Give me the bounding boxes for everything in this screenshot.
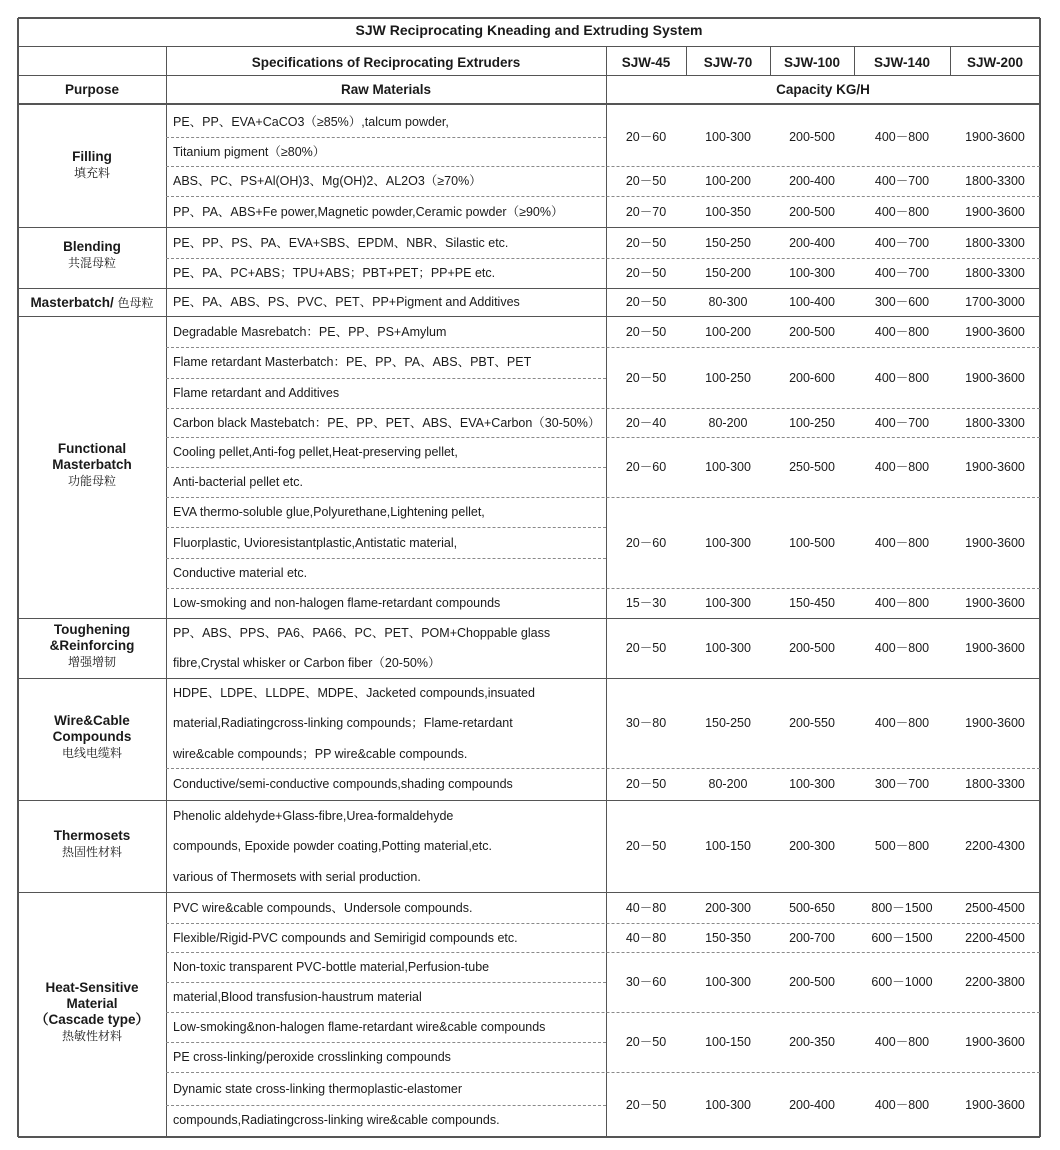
capacity-value: 200-500 [789,975,835,989]
capacity-value: 1800-3300 [965,235,1025,250]
capacity-value: 100-250 [705,370,751,385]
purpose-name: Thermosets [53,827,131,843]
capacity-value: 100-200 [705,174,751,188]
purpose-name-cn: 填充料 [73,166,110,180]
capacity-value: 200-500 [789,641,835,655]
capacity-value: 200-400 [789,1097,835,1112]
capacity-value: 150-250 [705,716,751,730]
capacity-value: 100-500 [789,535,835,550]
capacity-value: 2200-4500 [965,930,1025,945]
capacity-value: 40－80 [625,930,667,945]
purpose-name: Heat-Sensitive Material （Cascade type） [34,980,150,1027]
raw-material-text: fibre,Crystal whisker or Carbon fiber（20-50%） [173,656,441,671]
capacity-value: 20－50 [625,1097,667,1112]
capacity-value: 200-400 [789,174,835,188]
row-divider [166,408,1040,409]
capacity-value: 20－50 [625,266,667,280]
capacity-value: 20－40 [625,415,667,430]
capacity-value: 400－800 [874,596,930,610]
raw-material-text: Cooling pellet,Anti-fog pellet,Heat-preserving pellet, [173,444,458,459]
raw-material-text: Flame retardant and Additives [173,385,340,400]
line-divider [166,467,606,468]
capacity-value: 100-300 [705,596,751,610]
purpose-name-cn: 热敏性材料 [61,1029,122,1043]
raw-material-text: Conductive material etc. [173,566,308,580]
capacity-value: 1800-3300 [965,777,1025,791]
line-divider [166,137,606,138]
capacity-value: 100-300 [705,975,751,989]
raw-material-text: PE、PA、PC+ABS；TPU+ABS；PBT+PET；PP+PE etc. [173,266,496,280]
capacity-value: 100-350 [705,204,751,219]
raw-material-text: Non-toxic transparent PVC-bottle material,Perfusion-tube [173,959,490,974]
row-divider [166,1012,1040,1013]
capacity-value: 400－800 [874,1035,930,1049]
model-column-border [854,46,855,75]
row-divider [166,1072,1040,1073]
row-divider [166,347,1040,348]
purpose-name: Masterbatch/ [30,295,114,310]
model-column-border [770,46,771,75]
raw-material-text: material,Radiatingcross-linking compounds；Flame-retardant [173,716,513,730]
raw-material-text: EVA thermo-soluble glue,Polyurethane,Lightening pellet, [173,505,485,519]
raw-material-text: PP、PA、ABS+Fe power,Magnetic powder,Ceramic powder（≥90%） [173,204,564,219]
purpose-cell [18,239,166,271]
group-divider [18,800,1040,801]
capacity-value: 80-300 [708,295,748,309]
capacity-value: 15－30 [625,596,667,610]
row-divider [166,952,1040,953]
table-top-border [18,17,1040,18]
capacity-value: 150-350 [705,930,751,945]
row-divider [166,196,1040,197]
purpose-name: Functional Masterbatch [52,440,132,472]
header-bottom-border [18,103,1040,104]
capacity-value: 1900-3600 [965,324,1025,339]
capacity-value: 400－800 [874,641,930,655]
raw-material-text: Anti-bacterial pellet etc. [173,475,303,490]
model-column-border [950,46,951,75]
purpose-cell [18,713,166,761]
capacity-value: 20－60 [625,460,667,474]
capacity-value: 100-200 [705,324,751,339]
group-divider [18,288,1040,289]
capacity-value: 200-500 [789,324,835,339]
raw-material-text: Carbon black Mastebatch：PE、PP、PET、ABS、EVA+Carbon（30-50%） [173,415,601,430]
capacity-value: 150-200 [705,266,751,280]
capacity-value: 20－50 [625,174,667,188]
capacity-value: 400－700 [874,266,930,280]
table-left-border [17,18,18,1137]
capacity-value: 200-550 [789,716,835,730]
raw-material-text: Flexible/Rigid-PVC compounds and Semirigid compounds etc. [173,930,518,945]
purpose-cell [18,980,166,1044]
purpose-name-cn: 功能母粒 [67,473,116,488]
row-divider [166,166,1040,167]
capacity-value: 800－1500 [871,900,933,915]
capacity-value: 200-300 [705,900,751,915]
capacity-value: 20－50 [625,324,667,339]
capacity-value: 400－700 [874,415,930,430]
capacity-value: 20－60 [625,130,667,144]
model-header-sjw-100: SJW-100 [783,55,840,70]
spec-label-border [166,46,167,75]
purpose-name-cn: 热固性材料 [61,844,122,859]
group-divider [18,892,1040,893]
capacity-value: 200-500 [789,204,835,219]
row-divider [166,588,1040,589]
capacity-value: 100-250 [789,415,835,430]
capacity-value: 100-300 [705,535,751,550]
raw-materials-header: Raw Materials [340,82,432,97]
purpose-column-border [166,75,167,1137]
line-divider [166,558,606,559]
capacity-value: 80-200 [708,415,748,430]
spec-header-label: Specifications of Reciprocating Extruders [251,55,521,70]
group-divider [18,618,1040,619]
capacity-value: 2200-3800 [965,975,1025,989]
raw-material-text: Phenolic aldehyde+Glass-fibre,Urea-formaldehyde [173,808,454,823]
raw-material-text: wire&cable compounds；PP wire&cable compounds. [173,746,468,761]
raw-material-text: various of Thermosets with serial production. [173,869,421,884]
capacity-value: 400－800 [874,204,930,219]
capacity-value: 1800-3300 [965,174,1025,188]
purpose-cell [18,828,166,860]
raw-material-text: HDPE、LDPE、LLDPE、MDPE、Jacketed compounds,insuated [173,685,535,700]
capacity-value: 1800-3300 [965,415,1025,430]
row-divider [166,437,1040,438]
raw-material-text: Low-smoking&non-halogen flame-retardant wire&cable compounds [173,1019,546,1034]
raw-material-text: ABS、PC、PS+Al(OH)3、Mg(OH)2、AL2O3（≥70%） [173,174,482,188]
line-divider [166,1042,606,1043]
capacity-value: 1900-3600 [965,460,1025,474]
capacity-value: 1900-3600 [965,641,1025,655]
capacity-value: 100-300 [705,641,751,655]
raw-material-text: PE cross-linking/peroxide crosslinking compounds [173,1050,451,1065]
capacity-value: 20－50 [625,641,667,655]
line-divider [166,527,606,528]
capacity-value: 1900-3600 [965,535,1025,550]
model-header-sjw-200: SJW-200 [966,55,1023,70]
capacity-value: 20－60 [625,535,667,550]
capacity-value: 2200-4300 [965,839,1025,853]
capacity-value: 1900-3600 [965,1035,1025,1049]
group-divider [18,227,1040,228]
row-divider [166,258,1040,259]
capacity-value: 500-650 [789,900,835,915]
row-divider [166,497,1040,498]
capacity-value: 200-700 [789,930,835,945]
capacity-value: 400－800 [874,324,930,339]
title-divider [18,46,1040,47]
purpose-name-cn: 电线电缆料 [61,745,122,760]
capacity-value: 200-350 [789,1035,835,1049]
capacity-value: 1800-3300 [965,266,1025,280]
capacity-value: 150-250 [705,235,751,250]
line-divider [166,378,606,379]
capacity-value: 500－800 [874,839,930,853]
raw-material-text: Low-smoking and non-halogen flame-retardant compounds [173,596,501,610]
capacity-value: 20－70 [625,204,667,219]
header-divider [18,75,1040,76]
purpose-name-cn: 色母粒 [113,296,154,310]
capacity-value: 100-300 [789,777,835,791]
capacity-value: 1900-3600 [965,130,1025,144]
purpose-name: Blending [63,239,121,254]
line-divider [166,982,606,983]
purpose-masterbatch [18,294,166,312]
capacity-value: 100-150 [705,839,751,853]
raw-material-text: Flame retardant Masterbatch：PE、PP、PA、ABS、PBT、PET [173,355,532,370]
raw-material-text: Fluorplastic, Uvioresistantplastic,Antistatic material, [173,535,458,550]
table-title: SJW Reciprocating Kneading and Extruding System [355,22,703,38]
capacity-value: 400－700 [874,235,930,250]
line-divider [166,1105,606,1106]
capacity-value: 400－800 [874,370,930,385]
raw-material-text: PE、PP、PS、PA、EVA+SBS、EPDM、NBR、Silastic etc. [173,235,509,250]
raw-material-text: material,Blood transfusion-haustrum material [173,990,422,1005]
group-divider [18,316,1040,317]
capacity-value: 600－1000 [871,975,933,989]
capacity-value: 400－800 [874,1097,930,1112]
capacity-value: 400－800 [874,716,930,730]
capacity-value: 400－800 [874,130,930,144]
raw-material-text: compounds,Radiatingcross-linking wire&cable compounds. [173,1112,500,1127]
row-divider [166,768,1040,769]
capacity-value: 1900-3600 [965,716,1025,730]
capacity-value: 400－800 [874,535,930,550]
capacity-value: 250-500 [789,460,835,474]
capacity-value: 20－50 [625,235,667,250]
capacity-value: 100-150 [705,1035,751,1049]
capacity-value: 20－50 [625,839,667,853]
capacity-value: 100-300 [705,1097,751,1112]
purpose-name-cn: 增强增韧 [67,654,116,669]
capacity-value: 1900-3600 [965,204,1025,219]
capacity-value: 200-400 [789,235,835,250]
capacity-value: 1900-3600 [965,1097,1025,1112]
capacity-value: 200-300 [789,839,835,853]
capacity-value: 600－1500 [871,930,933,945]
capacity-value: 150-450 [789,596,835,610]
purpose-cell [18,441,166,489]
model-header-sjw-140: SJW-140 [873,55,930,70]
group-divider [18,678,1040,679]
capacity-value: 400－700 [874,174,930,188]
table-bottom-border [18,1136,1040,1137]
capacity-value: 1900-3600 [965,370,1025,385]
purpose-name: Wire&Cable Compounds [52,712,132,744]
capacity-value: 200-500 [789,130,835,144]
purpose-name-cn: 共混母粒 [67,256,116,270]
raw-material-text: PP、ABS、PPS、PA6、PA66、PC、PET、POM+Choppable glass [173,625,551,640]
raw-material-text: Titanium pigment（≥80%） [173,145,326,160]
raw-material-text: Dynamic state cross-linking thermoplastic-elastomer [173,1082,462,1097]
capacity-value: 200-600 [789,370,835,385]
capacity-value: 20－50 [625,777,667,791]
purpose-cell [18,149,166,181]
capacity-value: 100-300 [705,130,751,144]
model-column-border [686,46,687,75]
capacity-value: 80-200 [708,777,748,791]
raw-material-text: Degradable Masrebatch：PE、PP、PS+Amylum [173,324,447,339]
raw-material-text: PVC wire&cable compounds、Undersole compounds. [173,900,473,915]
capacity-value: 1700-3000 [965,295,1025,309]
capacity-value: 300－700 [874,777,930,791]
capacity-value: 30－80 [625,716,667,730]
capacity-value: 1900-3600 [965,596,1025,610]
model-header-sjw-45: SJW-45 [621,55,671,70]
purpose-header: Purpose [64,82,119,97]
capacity-value: 400－800 [874,460,930,474]
purpose-name: Toughening &Reinforcing [49,621,135,653]
purpose-cell [18,622,166,670]
row-divider [166,923,1040,924]
raw-material-text: PE、PP、EVA+CaCO3（≥85%）,talcum powder, [173,114,449,129]
raw-material-text: compounds, Epoxide powder coating,Potting material,etc. [173,839,492,853]
model-header-sjw-70: SJW-70 [703,55,753,70]
capacity-value: 100-300 [705,460,751,474]
capacity-value: 100-300 [789,266,835,280]
raw-material-text: PE、PA、ABS、PS、PVC、PET、PP+Pigment and Additives [173,295,520,309]
capacity-value: 40－80 [625,900,667,915]
capacity-value: 20－50 [625,1035,667,1049]
capacity-value: 30－60 [625,975,667,989]
capacity-value: 20－50 [625,295,667,309]
purpose-name: Filling [72,149,112,164]
raw-material-text: Conductive/semi-conductive compounds,shading compounds [173,777,513,791]
capacity-header: Capacity KG/H [776,82,870,97]
capacity-value: 100-400 [789,295,835,309]
capacity-value: 20－50 [625,370,667,385]
capacity-value: 2500-4500 [965,900,1025,915]
capacity-value: 300－600 [874,295,930,309]
